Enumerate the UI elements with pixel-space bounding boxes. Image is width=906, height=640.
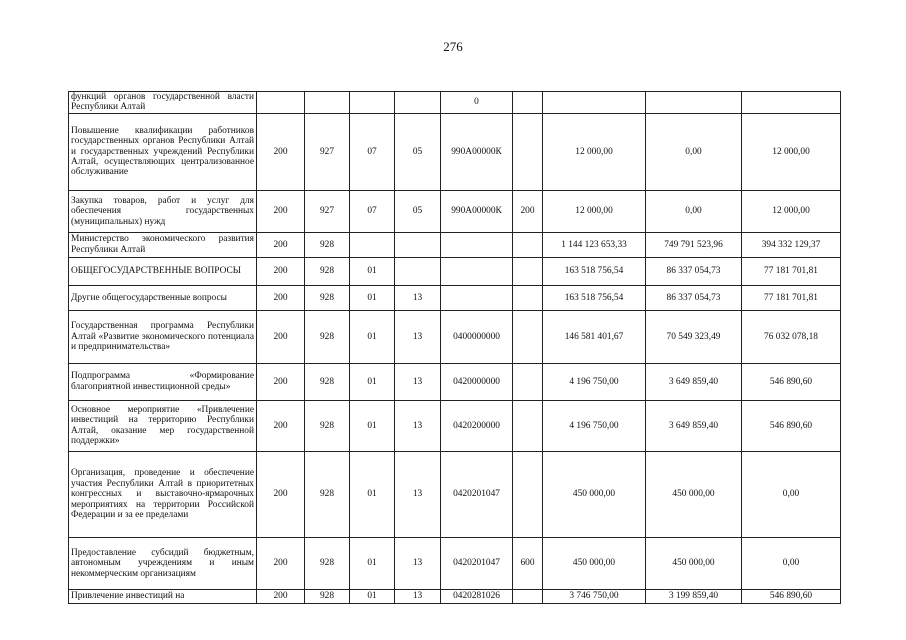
row-code-ministry: 928 [305, 363, 350, 400]
row-amount-3 [742, 92, 841, 114]
table-row [69, 310, 841, 363]
row-code-target [441, 232, 513, 257]
row-code-admin: 200 [257, 190, 305, 232]
row-amount-1: 163 518 756,54 [543, 285, 646, 310]
row-name: функций органов государственной власти Республики Алтай [69, 92, 257, 114]
row-amount-1: 450 000,00 [543, 451, 646, 537]
row-code-section: 01 [350, 310, 395, 363]
row-code-admin [257, 92, 305, 114]
row-code-ministry: 928 [305, 232, 350, 257]
row-amount-2: 86 337 054,73 [646, 257, 742, 285]
row-code-target: 0420201047 [441, 451, 513, 537]
row-name: Другие общегосударственные вопросы [69, 285, 257, 310]
row-code-section: 07 [350, 113, 395, 190]
row-amount-3: 546 890,60 [742, 400, 841, 451]
row-code-admin: 200 [257, 589, 305, 603]
row-code-ministry: 928 [305, 400, 350, 451]
row-code-expense-type [513, 285, 543, 310]
row-amount-2: 749 791 523,96 [646, 232, 742, 257]
row-amount-3: 77 181 701,81 [742, 257, 841, 285]
row-code-target: 0420201047 [441, 537, 513, 589]
row-code-subsection [395, 257, 441, 285]
row-name: Государственная программа Республики Алтай «Развитие экономического потенциала и предпринимательства» [69, 310, 257, 363]
row-code-section: 01 [350, 537, 395, 589]
row-code-admin: 200 [257, 285, 305, 310]
row-amount-3: 546 890,60 [742, 363, 841, 400]
row-amount-2: 450 000,00 [646, 537, 742, 589]
row-code-ministry: 928 [305, 451, 350, 537]
row-code-ministry: 928 [305, 310, 350, 363]
row-name: Подпрограмма «Формирование благоприятной инвестиционной среды» [69, 363, 257, 400]
row-amount-1: 12 000,00 [543, 190, 646, 232]
row-code-expense-type [513, 400, 543, 451]
table-row [69, 232, 841, 257]
row-name: ОБЩЕГОСУДАРСТВЕННЫЕ ВОПРОСЫ [69, 257, 257, 285]
row-amount-3: 0,00 [742, 537, 841, 589]
row-code-target [441, 285, 513, 310]
row-amount-3: 76 032 078,18 [742, 310, 841, 363]
row-amount-3: 0,00 [742, 451, 841, 537]
row-code-ministry [305, 92, 350, 114]
row-code-section [350, 92, 395, 114]
row-code-subsection: 13 [395, 537, 441, 589]
row-code-admin: 200 [257, 451, 305, 537]
row-code-subsection: 13 [395, 285, 441, 310]
row-name: Повышение квалификации работников государственных органов Республики Алтай и государственных учреждений Республики Алтай, осуществляющих централизованное обслуживание [69, 113, 257, 190]
row-code-ministry: 927 [305, 190, 350, 232]
row-name: Основное мероприятие «Привлечение инвестиций на территорию Республики Алтай, оказание мер государственной поддержки» [69, 400, 257, 451]
row-name: Организация, проведение и обеспечение участия Республики Алтай в приоритетных конгрессных и выставочно-ярмарочных мероприятиях на территории Российской Федерации и за ее пределами [69, 451, 257, 537]
row-amount-3: 12 000,00 [742, 113, 841, 190]
table-row [69, 257, 841, 285]
row-code-section: 01 [350, 451, 395, 537]
row-name: Привлечение инвестиций на [69, 589, 257, 603]
row-code-target: 0420281026 [441, 589, 513, 603]
row-code-target: 990А00000К [441, 190, 513, 232]
row-amount-2: 450 000,00 [646, 451, 742, 537]
row-code-subsection: 13 [395, 589, 441, 603]
row-code-target: 990А00000К [441, 113, 513, 190]
row-amount-2 [646, 92, 742, 114]
row-amount-1: 450 000,00 [543, 537, 646, 589]
row-code-target: 0 [441, 92, 513, 114]
row-code-section: 01 [350, 589, 395, 603]
row-amount-1: 12 000,00 [543, 113, 646, 190]
row-code-expense-type [513, 363, 543, 400]
row-code-target [441, 257, 513, 285]
row-code-admin: 200 [257, 363, 305, 400]
table-row [69, 113, 841, 190]
row-code-expense-type: 200 [513, 190, 543, 232]
row-code-expense-type [513, 451, 543, 537]
row-code-section: 01 [350, 285, 395, 310]
row-code-ministry: 928 [305, 537, 350, 589]
table-row [69, 285, 841, 310]
table-row [69, 537, 841, 589]
row-code-subsection: 13 [395, 451, 441, 537]
row-amount-1: 163 518 756,54 [543, 257, 646, 285]
table-row [69, 589, 841, 603]
table-row [69, 363, 841, 400]
row-code-expense-type [513, 92, 543, 114]
row-amount-2: 70 549 323,49 [646, 310, 742, 363]
row-code-target: 0420200000 [441, 400, 513, 451]
row-amount-3: 12 000,00 [742, 190, 841, 232]
row-code-section: 01 [350, 257, 395, 285]
row-code-subsection: 13 [395, 363, 441, 400]
row-code-admin: 200 [257, 113, 305, 190]
row-code-admin: 200 [257, 537, 305, 589]
row-name: Закупка товаров, работ и услуг для обеспечения государственных (муниципальных) нужд [69, 190, 257, 232]
row-amount-1: 4 196 750,00 [543, 363, 646, 400]
row-code-target: 0400000000 [441, 310, 513, 363]
row-code-admin: 200 [257, 257, 305, 285]
row-code-expense-type: 600 [513, 537, 543, 589]
row-code-expense-type [513, 589, 543, 603]
row-code-admin: 200 [257, 400, 305, 451]
row-code-section [350, 232, 395, 257]
row-amount-3: 77 181 701,81 [742, 285, 841, 310]
row-code-expense-type [513, 232, 543, 257]
row-code-subsection [395, 232, 441, 257]
row-code-subsection [395, 92, 441, 114]
row-amount-1: 1 144 123 653,33 [543, 232, 646, 257]
row-code-ministry: 927 [305, 113, 350, 190]
row-code-subsection: 13 [395, 310, 441, 363]
row-amount-2: 0,00 [646, 113, 742, 190]
row-amount-1: 146 581 401,67 [543, 310, 646, 363]
row-code-ministry: 928 [305, 589, 350, 603]
table-row [69, 451, 841, 537]
row-code-section: 01 [350, 400, 395, 451]
row-code-section: 01 [350, 363, 395, 400]
budget-table [68, 91, 841, 604]
table-row [69, 190, 841, 232]
row-code-expense-type [513, 113, 543, 190]
row-code-expense-type [513, 310, 543, 363]
row-code-subsection: 05 [395, 113, 441, 190]
table-row [69, 92, 841, 114]
row-code-section: 07 [350, 190, 395, 232]
row-code-target: 0420000000 [441, 363, 513, 400]
row-code-admin: 200 [257, 232, 305, 257]
row-code-subsection: 05 [395, 190, 441, 232]
row-amount-1 [543, 92, 646, 114]
row-code-subsection: 13 [395, 400, 441, 451]
row-amount-2: 86 337 054,73 [646, 285, 742, 310]
row-amount-3: 546 890,60 [742, 589, 841, 603]
row-code-ministry: 928 [305, 257, 350, 285]
table-row [69, 400, 841, 451]
row-amount-2: 3 649 859,40 [646, 400, 742, 451]
row-name: Предоставление субсидий бюджетным, автономным учреждениям и иным некоммерческим организациям [69, 537, 257, 589]
row-amount-1: 3 746 750,00 [543, 589, 646, 603]
page-number: 276 [443, 39, 463, 54]
row-name: Министерство экономического развития Республики Алтай [69, 232, 257, 257]
row-amount-2: 0,00 [646, 190, 742, 232]
row-code-admin: 200 [257, 310, 305, 363]
row-code-ministry: 928 [305, 285, 350, 310]
row-amount-2: 3 649 859,40 [646, 363, 742, 400]
row-amount-1: 4 196 750,00 [543, 400, 646, 451]
row-amount-2: 3 199 859,40 [646, 589, 742, 603]
row-amount-3: 394 332 129,37 [742, 232, 841, 257]
row-code-expense-type [513, 257, 543, 285]
